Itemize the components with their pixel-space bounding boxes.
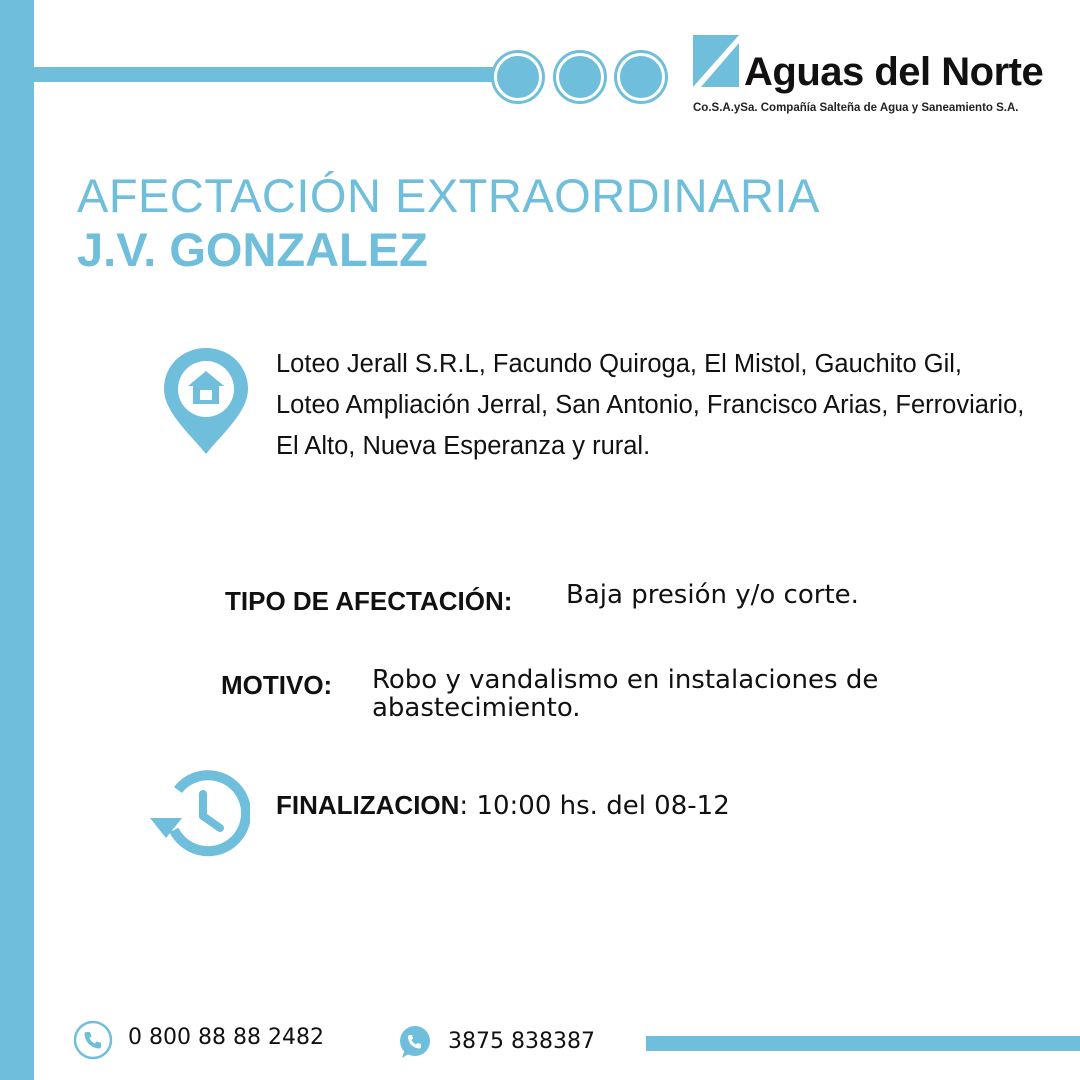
phone-icon bbox=[73, 1020, 113, 1064]
finalizacion-label: FINALIZACION bbox=[276, 790, 460, 820]
page-title: AFECTACIÓN EXTRAORDINARIA bbox=[77, 169, 820, 222]
top-accent-rule bbox=[34, 67, 504, 82]
whatsapp-number: 3875 838387 bbox=[448, 1029, 595, 1054]
brand-subtitle: Co.S.A.ySa. Compañía Salteña de Agua y Saneamiento S.A. bbox=[693, 102, 1019, 114]
bottom-accent-rule bbox=[646, 1036, 1080, 1051]
location-home-pin-icon bbox=[162, 346, 250, 460]
affected-areas-text: Loteo Jerall S.R.L, Facundo Quiroga, El Mistol, Gauchito Gil, Loteo Ampliación Jerral, San Antonio, Francisco Arias, Ferroviario, El Alto, Nueva Esperanza y rural. bbox=[276, 350, 1025, 460]
location-title: J.V. GONZALEZ bbox=[77, 223, 428, 276]
left-accent-stripe bbox=[0, 0, 34, 1080]
decorative-dot-3 bbox=[617, 53, 665, 101]
brand-logo-icon bbox=[693, 35, 739, 91]
motivo-value: Robo y vandalismo en instalaciones de abastecimiento. bbox=[372, 665, 879, 723]
brand-name: Aguas del Norte bbox=[744, 50, 1044, 94]
tipo-value: Baja presión y/o corte. bbox=[566, 580, 859, 610]
finalizacion-row bbox=[276, 790, 730, 821]
tipo-label: TIPO DE AFECTACIÓN: bbox=[225, 586, 513, 616]
whatsapp-icon bbox=[398, 1025, 432, 1063]
decorative-dot-2 bbox=[556, 53, 604, 101]
clock-history-icon bbox=[148, 768, 250, 864]
phone-number: 0 800 88 88 2482 bbox=[128, 1025, 324, 1050]
decorative-dot-1 bbox=[494, 53, 542, 101]
finalizacion-value: : 10:00 hs. del 08-12 bbox=[459, 791, 730, 821]
motivo-label: MOTIVO: bbox=[221, 670, 333, 700]
